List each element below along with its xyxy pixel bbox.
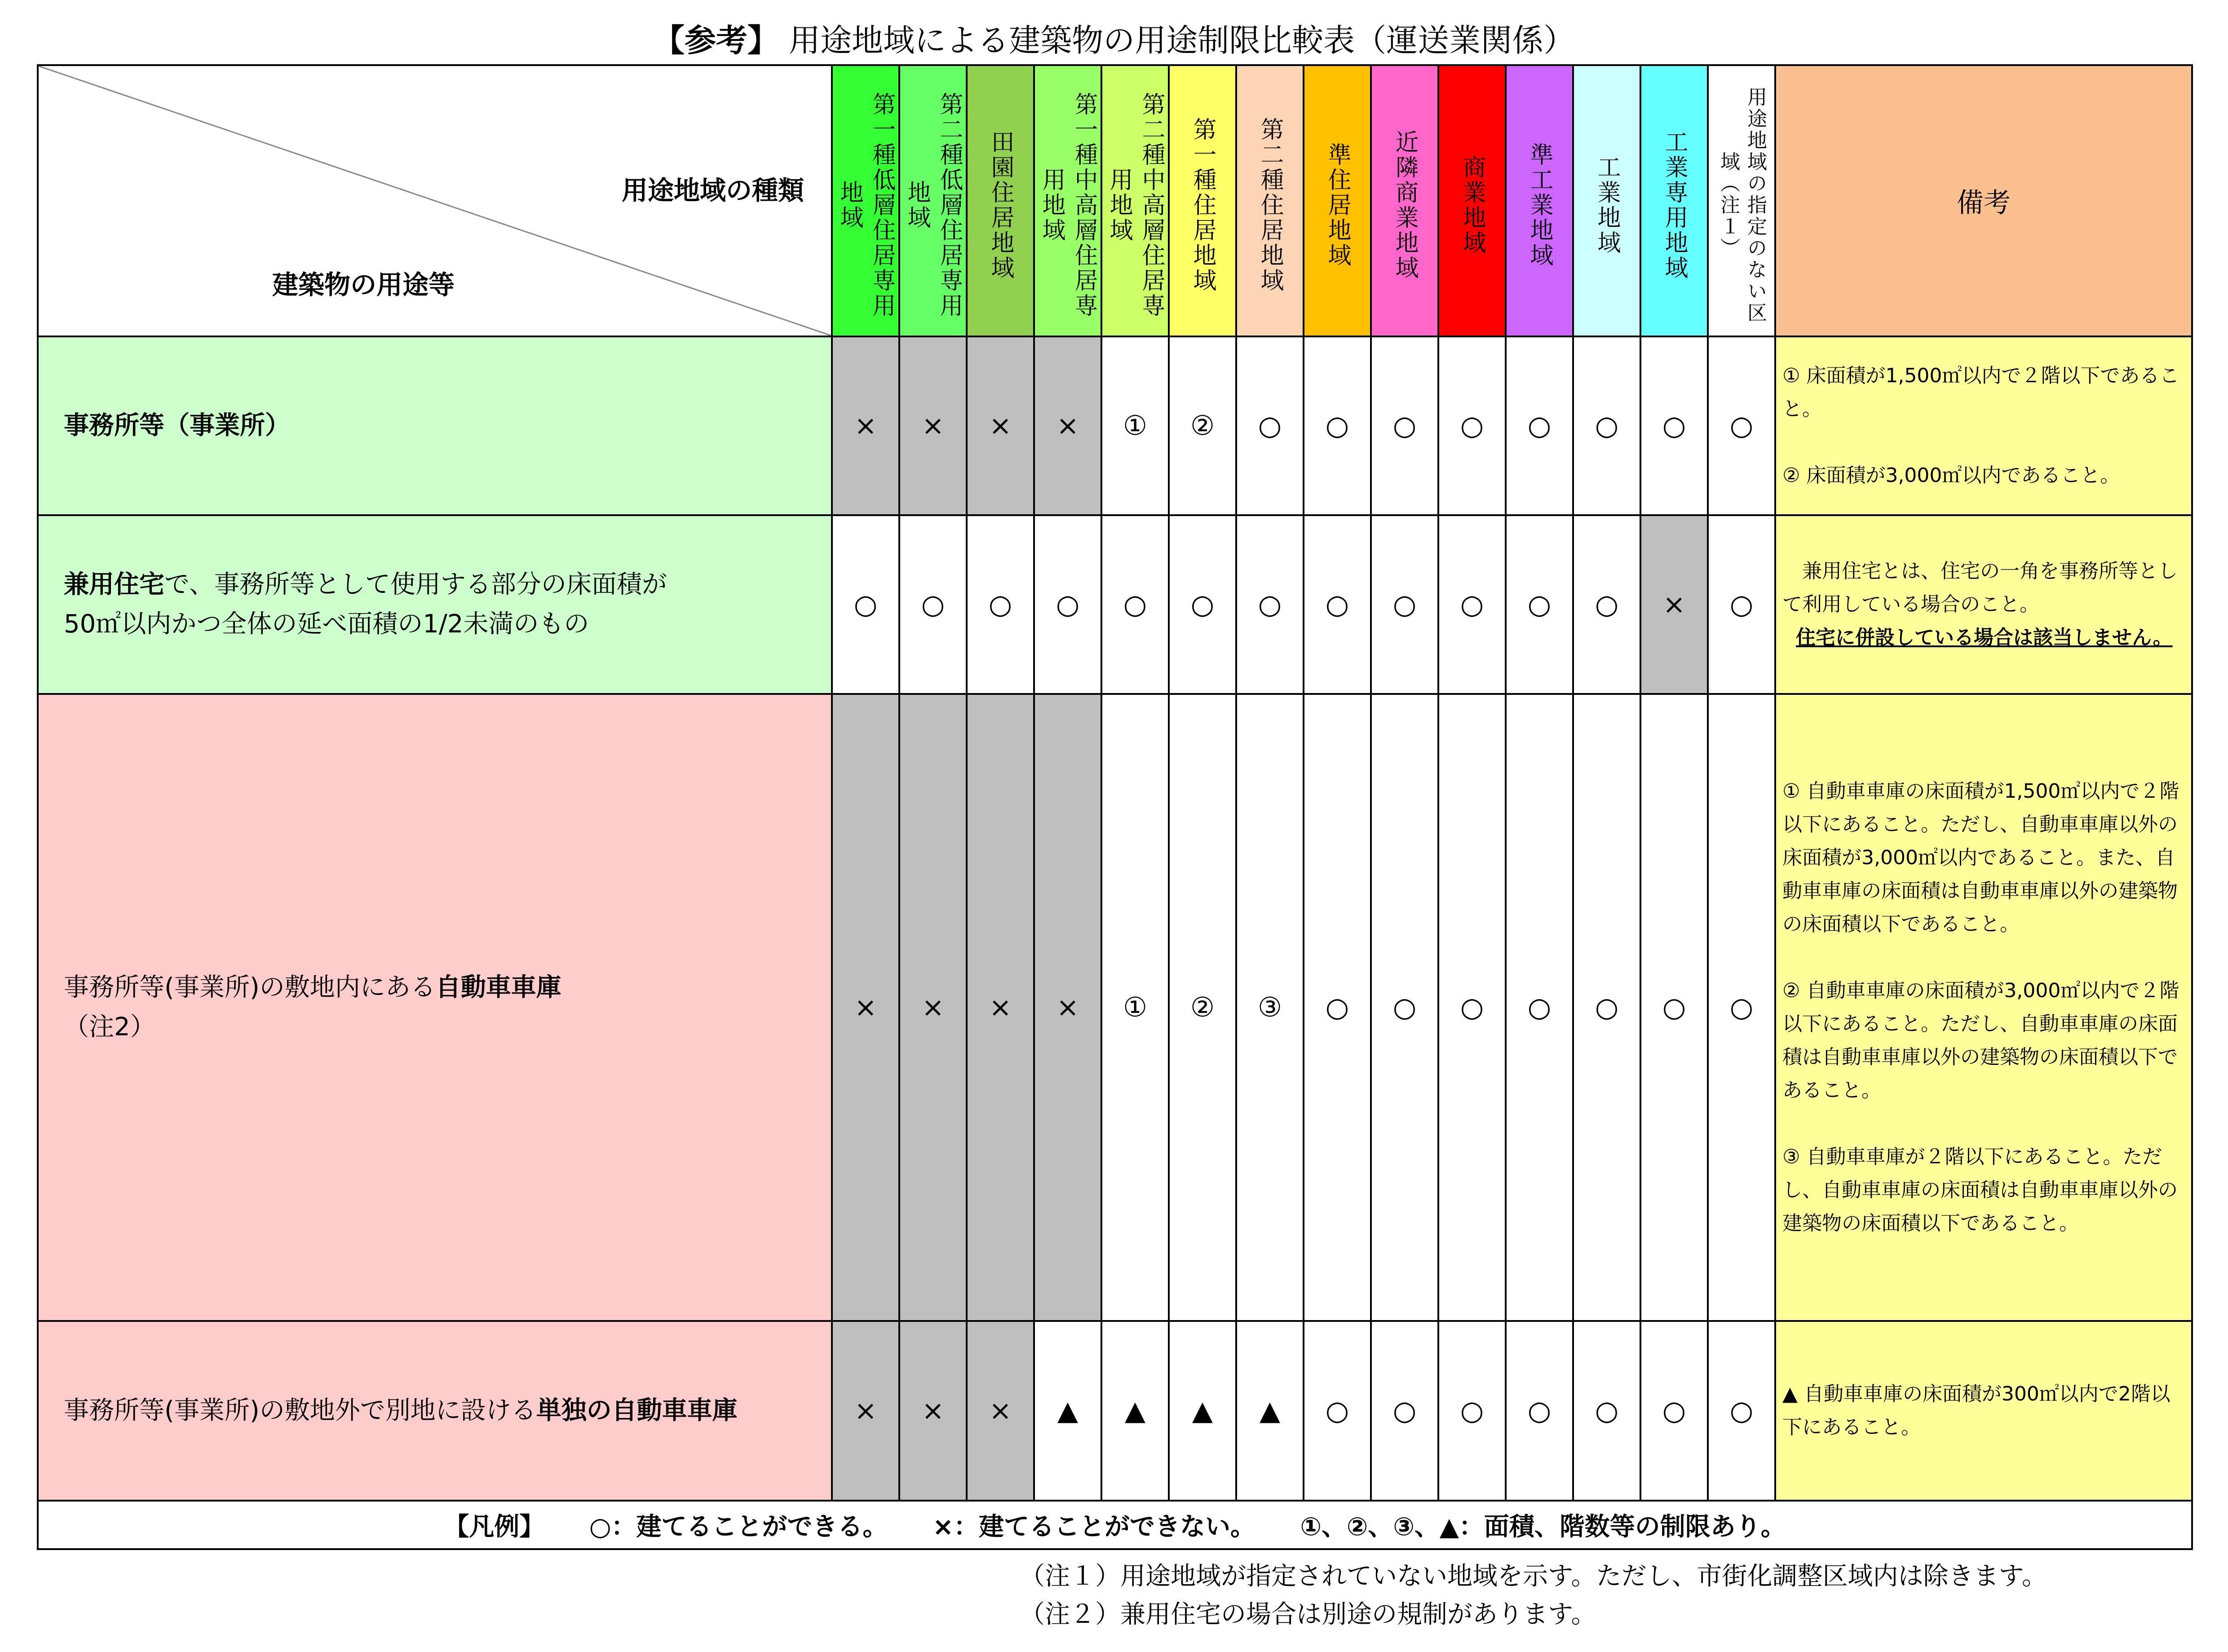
legend-ng: ×：建てることができない。 <box>933 1512 1255 1542</box>
mark-cell: ○ <box>1708 336 1775 515</box>
legend-cell <box>38 1501 2192 1549</box>
mark-cell: ○ <box>1304 515 1371 694</box>
mark-cell: × <box>899 1321 967 1501</box>
table-row <box>38 1321 2192 1501</box>
row-label-bold: 自動車車庫 <box>435 973 561 1002</box>
mark-cell: ○ <box>1304 1321 1371 1501</box>
mark-cell: ○ <box>1438 1321 1506 1501</box>
legend-row <box>38 1501 2192 1549</box>
mark-cell: × <box>899 336 967 515</box>
mark-cell: ○ <box>1640 1321 1708 1501</box>
row-label <box>38 1321 832 1501</box>
row-label-bold: 事務所等（事業所） <box>64 411 290 440</box>
mark-cell: ▲ <box>1236 1321 1304 1501</box>
mark-cell: × <box>967 336 1034 515</box>
remarks-header: 備考 <box>1775 65 2192 336</box>
mark-cell: ○ <box>1034 515 1101 694</box>
remark-cell <box>1775 336 2192 515</box>
zone-header: 用途地域の指定のない区域（注１） <box>1708 65 1775 336</box>
legend-ok: ○：建てることができる。 <box>589 1512 888 1542</box>
zone-header: 第一種中高層住居専用地域 <box>1034 65 1101 336</box>
mark-cell: ▲ <box>1101 1321 1169 1501</box>
remark-text: ① 床面積が1,500㎡以内で２階以下であること。 <box>1782 364 2179 420</box>
title-text: 用途地域による建築物の用途制限比較表（運送業関係） <box>789 22 1575 59</box>
table-row <box>38 336 2192 515</box>
zone-header: 商業地域 <box>1438 65 1506 336</box>
mark-cell: ○ <box>1438 336 1506 515</box>
mark-cell: ○ <box>1640 694 1708 1321</box>
row-label-text: で、事務所等として使用する部分の床面積が <box>164 570 667 599</box>
zone-header: 工業地域 <box>1573 65 1640 336</box>
mark-cell: ○ <box>1438 515 1506 694</box>
title-bracket: 【参考】 <box>653 22 779 59</box>
mark-cell: ○ <box>1506 336 1573 515</box>
row-label-bold: 兼用住宅 <box>64 570 164 599</box>
mark-cell: ① <box>1101 694 1169 1321</box>
table-row <box>38 515 2192 694</box>
zone-header: 第一種住居地域 <box>1169 65 1236 336</box>
page-title <box>0 9 2228 72</box>
mark-cell: ○ <box>1304 694 1371 1321</box>
mark-cell: ① <box>1101 336 1169 515</box>
header-row <box>38 65 2192 336</box>
mark-cell: ○ <box>1506 694 1573 1321</box>
mark-cell: ② <box>1169 694 1236 1321</box>
zone-header: 近隣商業地域 <box>1371 65 1438 336</box>
row-label <box>38 694 832 1321</box>
mark-cell: ○ <box>1708 1321 1775 1501</box>
remark-text: ② 床面積が3,000㎡以内であること。 <box>1782 464 2120 487</box>
header-corner-cell <box>38 65 832 336</box>
mark-cell: × <box>1034 694 1101 1321</box>
remark-text: ① 自動車車庫の床面積が1,500㎡以内で２階以下にあること。ただし、自動車車庫以外の床面積が3,000㎡以内であること。また、自動車車庫の床面積は自動車車庫以外の建築物の床面積以下であること。 <box>1782 780 2179 936</box>
legend-title: 【凡例】 <box>444 1512 545 1542</box>
row-label <box>38 336 832 515</box>
remark-text: ③ 自動車車庫が２階以下にあること。ただし、自動車車庫の床面積は自動車車庫以外の建築物の床面積以下であること。 <box>1782 1145 2178 1235</box>
mark-cell: ○ <box>967 515 1034 694</box>
mark-cell: ○ <box>1708 515 1775 694</box>
building-use-label: 建築物の用途等 <box>272 269 455 300</box>
row-label-text: 事務所等(事業所)の敷地内にある <box>64 973 436 1002</box>
footnote-1: （注１）用途地域が指定されていない地域を示す。ただし、市街化調整区域内は除きます。 <box>1020 1562 2047 1591</box>
mark-cell: ○ <box>1101 515 1169 694</box>
mark-cell: ▲ <box>1034 1321 1101 1501</box>
mark-cell: ○ <box>1708 694 1775 1321</box>
legend-limited: ①、②、③、▲：面積、階数等の制限あり。 <box>1300 1512 1786 1542</box>
mark-cell: ○ <box>1573 336 1640 515</box>
mark-cell: ▲ <box>1169 1321 1236 1501</box>
mark-cell: × <box>967 694 1034 1321</box>
mark-cell: × <box>1034 336 1101 515</box>
mark-cell: × <box>899 694 967 1321</box>
mark-cell: ○ <box>1573 1321 1640 1501</box>
zone-header: 工業専用地域 <box>1640 65 1708 336</box>
mark-cell: ○ <box>899 515 967 694</box>
zone-header: 第二種住居地域 <box>1236 65 1304 336</box>
mark-cell: ○ <box>1371 336 1438 515</box>
table-row <box>38 694 2192 1321</box>
mark-cell: × <box>832 1321 899 1501</box>
row-label-note: （注2） <box>64 1012 155 1042</box>
mark-cell: ○ <box>1236 515 1304 694</box>
mark-cell: ○ <box>1371 694 1438 1321</box>
remark-emphasis: 住宅に併設している場合は該当しません。 <box>1796 626 2173 649</box>
mark-cell: ○ <box>1573 694 1640 1321</box>
mark-cell: ○ <box>1506 1321 1573 1501</box>
row-label-text-line2: 50㎡以内かつ全体の延べ面積の1/2未満のもの <box>64 610 589 639</box>
mark-cell: ○ <box>1438 694 1506 1321</box>
row-label <box>38 515 832 694</box>
mark-cell: ○ <box>1573 515 1640 694</box>
mark-cell: ○ <box>1236 336 1304 515</box>
remark-cell <box>1775 1321 2192 1501</box>
mark-cell: × <box>832 694 899 1321</box>
zone-header: 準住居地域 <box>1304 65 1371 336</box>
remark-text: 兼用住宅とは、住宅の一角を事務所等として利用している場合のこと。 <box>1782 560 2178 616</box>
mark-cell: ③ <box>1236 694 1304 1321</box>
mark-cell: ○ <box>1304 336 1371 515</box>
row-label-bold: 単独の自動車車庫 <box>536 1396 738 1425</box>
remark-text: ② 自動車車庫の床面積が3,000㎡以内で２階以下にあること。ただし、自動車車庫の床面積は自動車車庫以外の建築物の床面積以下であること。 <box>1782 979 2179 1102</box>
zone-header: 田園住居地域 <box>967 65 1034 336</box>
mark-cell: ○ <box>1371 515 1438 694</box>
mark-cell: ○ <box>1371 1321 1438 1501</box>
zone-header: 第二種低層住居専用地域 <box>899 65 967 336</box>
zone-type-label: 用途地域の種類 <box>621 175 804 206</box>
mark-cell: × <box>832 336 899 515</box>
remark-text: ▲ 自動車車庫の床面積が300㎡以内で2階以下にあること。 <box>1782 1383 2171 1439</box>
row-label-text: 事務所等(事業所)の敷地外で別地に設ける <box>64 1396 536 1425</box>
zone-header: 第一種低層住居専用地域 <box>832 65 899 336</box>
remark-cell <box>1775 694 2192 1321</box>
mark-cell: × <box>967 1321 1034 1501</box>
mark-cell: ○ <box>1640 336 1708 515</box>
mark-cell: × <box>1640 515 1708 694</box>
footnote-2: （注２）兼用住宅の場合は別途の規制があります。 <box>1020 1600 1596 1629</box>
mark-cell: ② <box>1169 336 1236 515</box>
mark-cell: ○ <box>1169 515 1236 694</box>
mark-cell: ○ <box>832 515 899 694</box>
zoning-table <box>37 64 2193 1550</box>
remark-cell <box>1775 515 2192 694</box>
zone-header: 第二種中高層住居専用地域 <box>1101 65 1169 336</box>
zone-header: 準工業地域 <box>1506 65 1573 336</box>
mark-cell: ○ <box>1506 515 1573 694</box>
